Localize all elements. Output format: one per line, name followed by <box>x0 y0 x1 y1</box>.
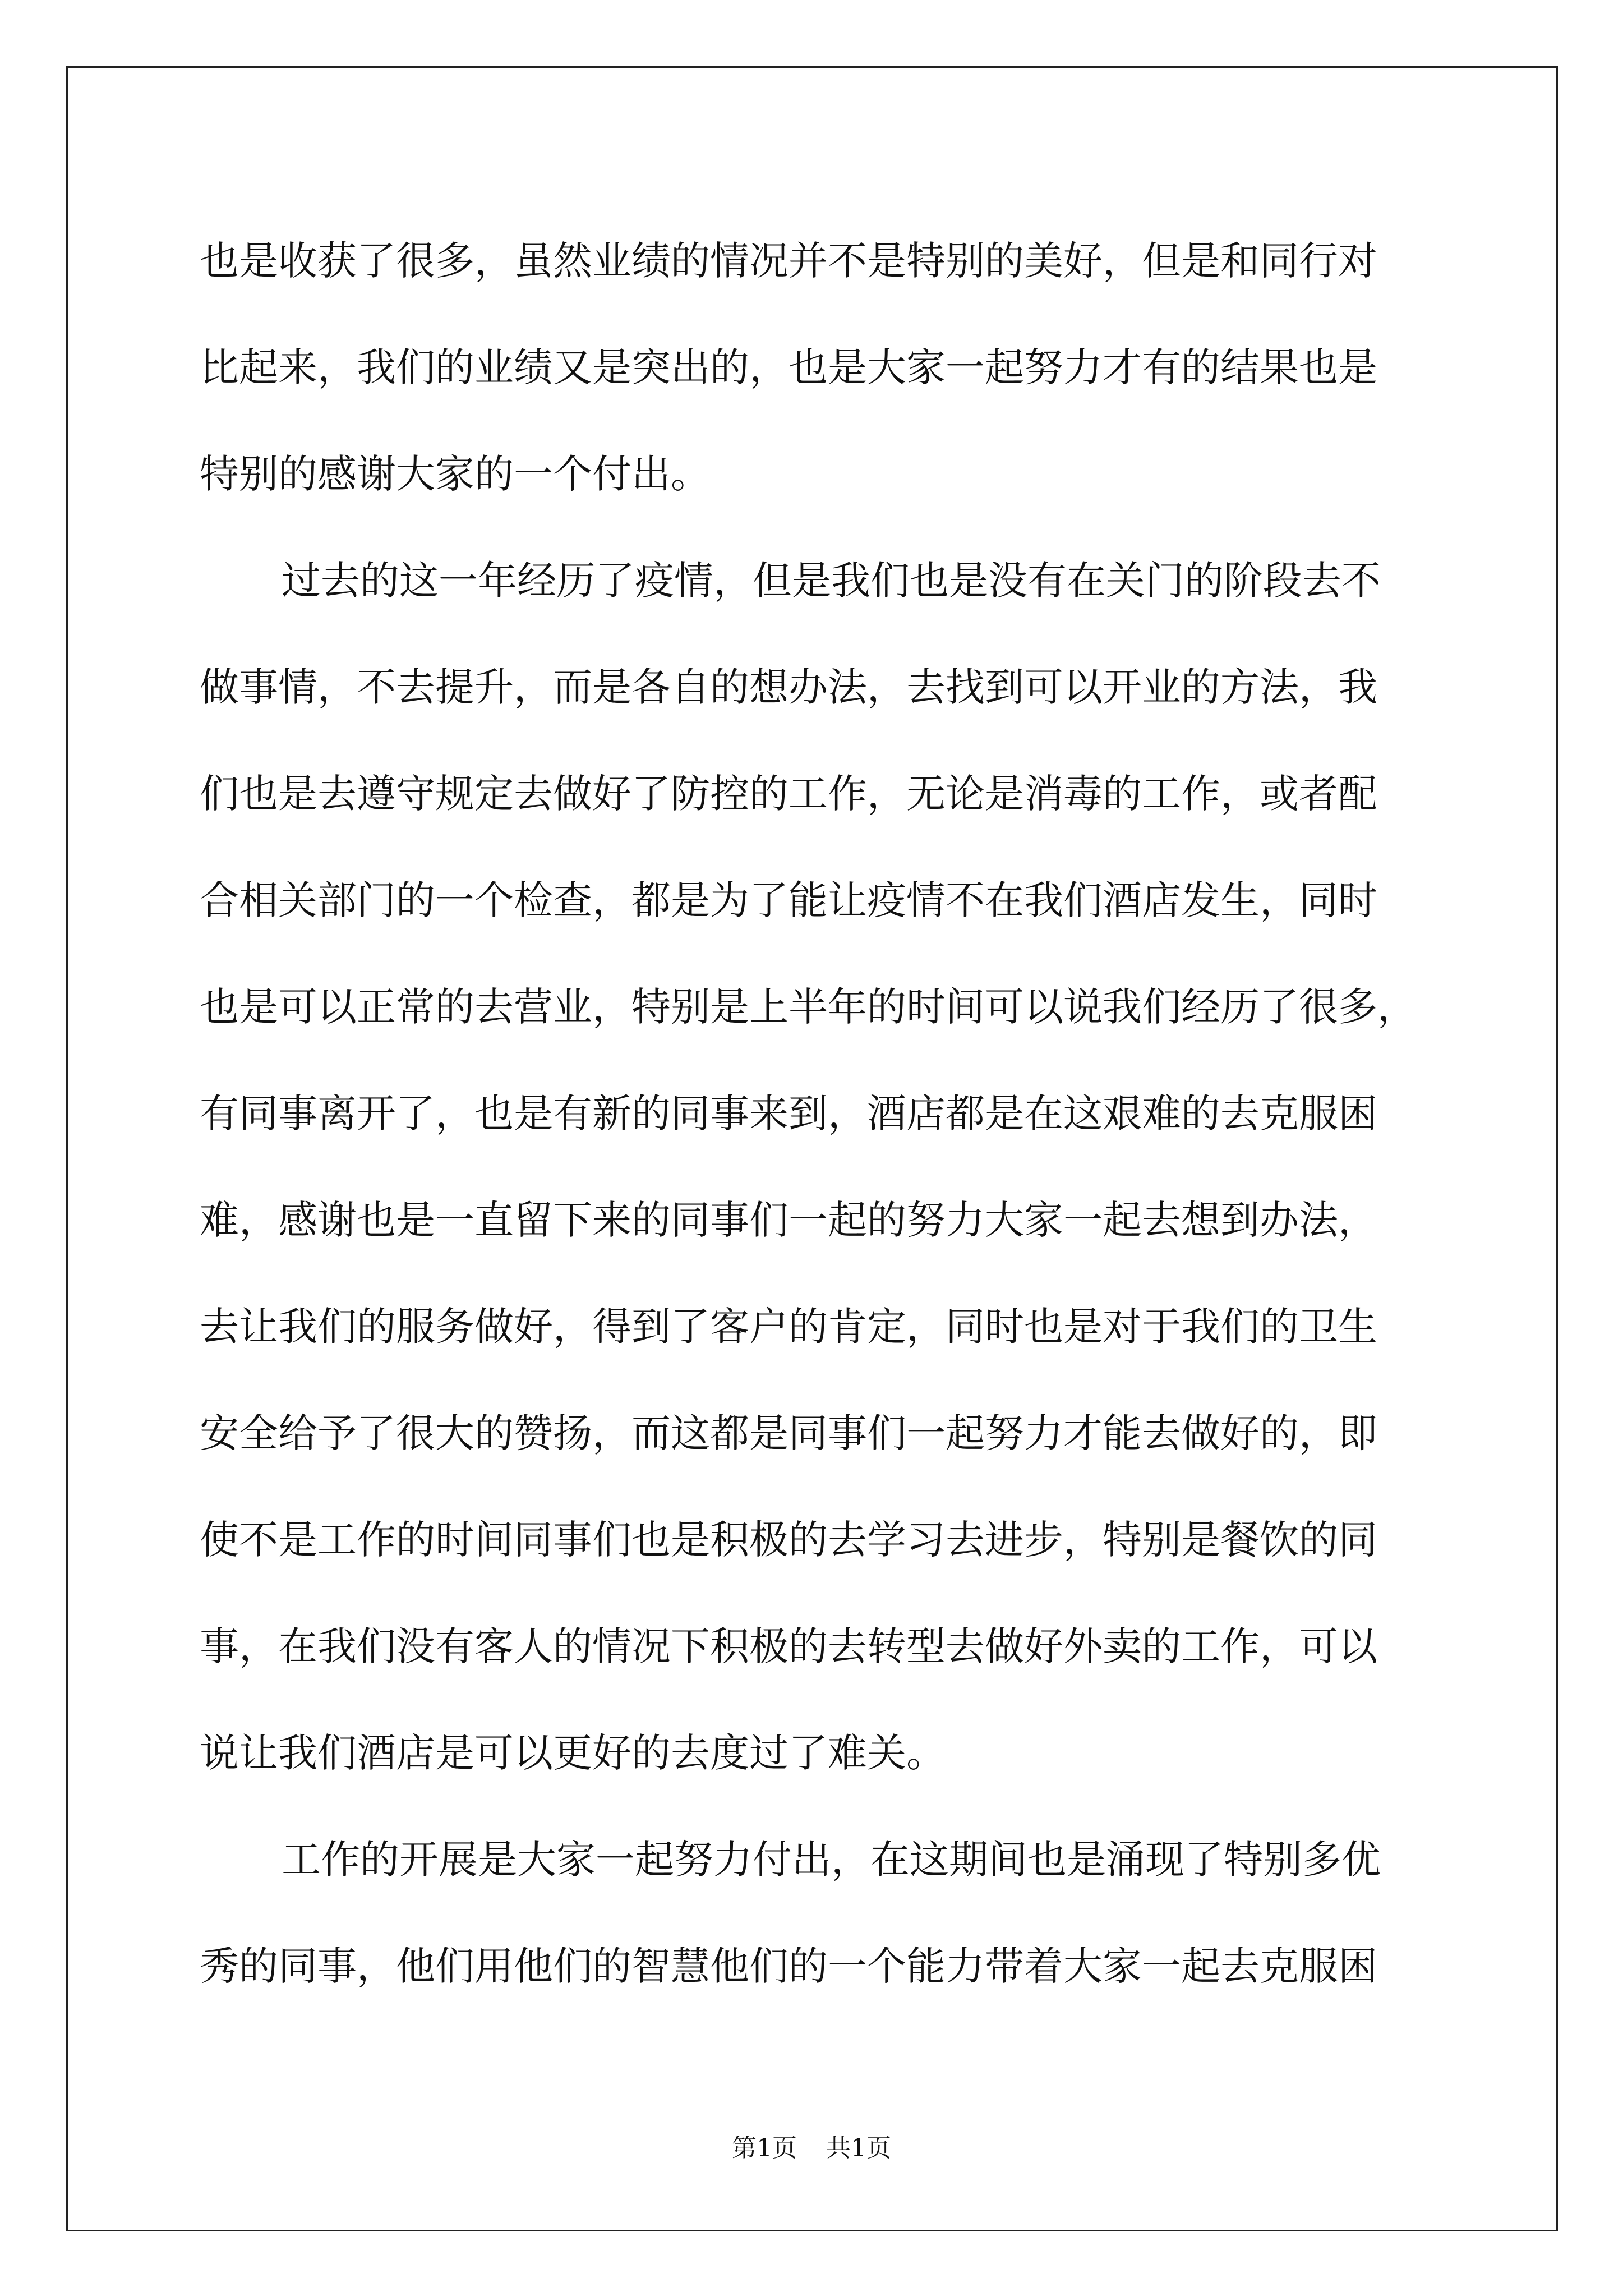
paragraph-start-line: 过去的这一年经历了疫情，但是我们也是没有在关门的阶段去不 <box>282 558 1381 604</box>
text-line: 事，在我们没有客人的情况下积极的去转型去做好外卖的工作，可以 <box>200 1623 1377 1669</box>
text-line: 说让我们酒店是可以更好的去度过了难关。 <box>200 1730 946 1776</box>
text-line: 有同事离开了，也是有新的同事来到，酒店都是在这艰难的去克服困 <box>200 1091 1377 1137</box>
page-number-current: 第1页 <box>732 2134 797 2162</box>
text-line: 使不是工作的时间同事们也是积极的去学习去进步，特别是餐饮的同 <box>200 1517 1377 1563</box>
text-line: 安全给予了很大的赞扬，而这都是同事们一起努力才能去做好的，即 <box>200 1410 1377 1456</box>
text-line: 比起来，我们的业绩又是突出的，也是大家一起努力才有的结果也是 <box>200 344 1377 390</box>
text-line: 去让我们的服务做好，得到了客户的肯定，同时也是对于我们的卫生 <box>200 1304 1377 1350</box>
text-line: 特别的感谢大家的一个付出。 <box>200 451 710 497</box>
text-line: 合相关部门的一个检查，都是为了能让疫情不在我们酒店发生，同时 <box>200 877 1377 923</box>
text-line: 秀的同事，他们用他们的智慧他们的一个能力带着大家一起去克服困 <box>200 1943 1377 1989</box>
page-footer <box>0 2132 1623 2165</box>
text-line: 们也是去遵守规定去做好了防控的工作，无论是消毒的工作，或者配 <box>200 771 1377 817</box>
text-line: 做事情，不去提升，而是各自的想办法，去找到可以开业的方法，我 <box>200 664 1377 710</box>
text-line: 难，感谢也是一直留下来的同事们一起的努力大家一起去想到办法， <box>200 1197 1377 1243</box>
text-line: 也是可以正常的去营业，特别是上半年的时间可以说我们经历了很多， <box>200 984 1417 1030</box>
page-number-total: 共1页 <box>826 2134 891 2162</box>
document-body <box>200 208 1433 2019</box>
text-line: 也是收获了很多，虽然业绩的情况并不是特别的美好，但是和同行对 <box>200 238 1377 284</box>
paragraph-start-line: 工作的开展是大家一起努力付出，在这期间也是涌现了特别多优 <box>282 1837 1381 1883</box>
